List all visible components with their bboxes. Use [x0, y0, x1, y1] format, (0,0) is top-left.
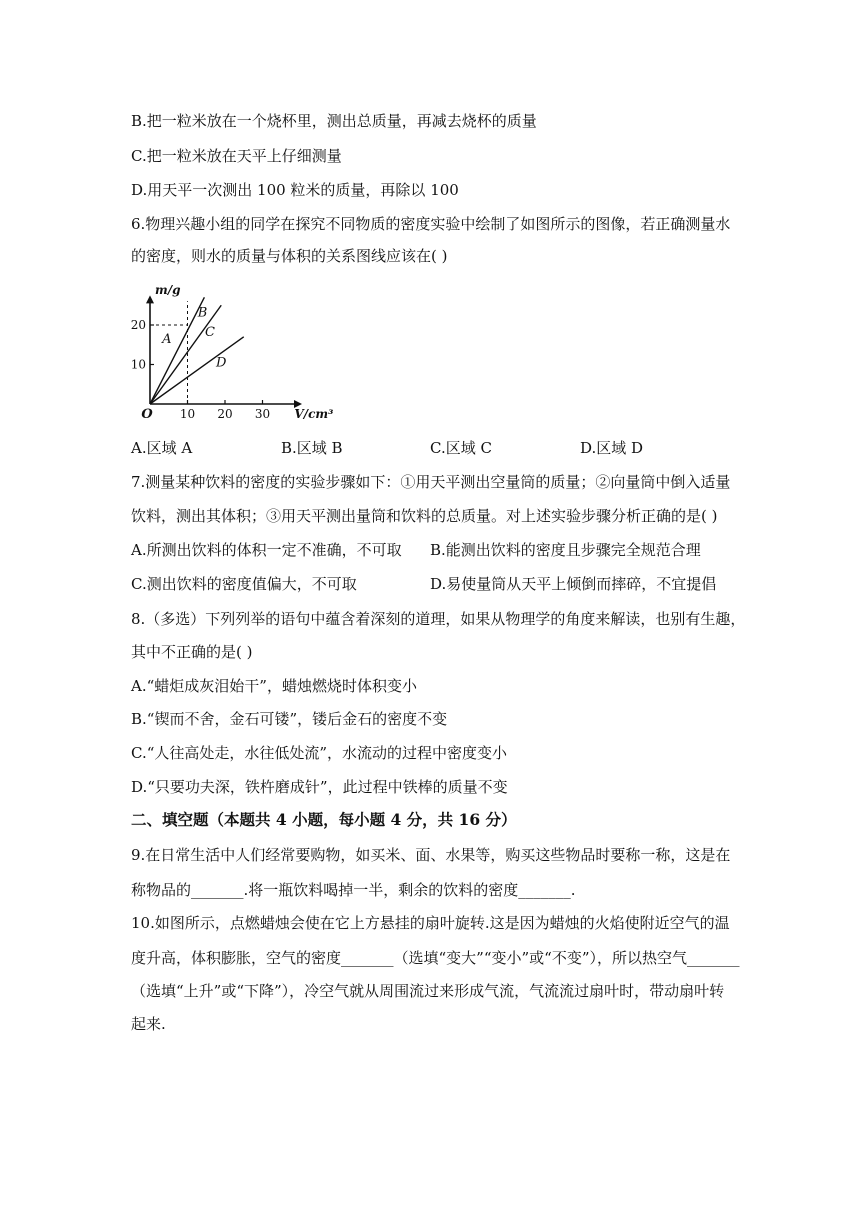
chart-line-1 — [150, 297, 204, 404]
x-tick-label: 20 — [217, 407, 233, 421]
q8-stem-line1: 8.（多选）下列列举的语句中蕴含着深刻的道理，如果从物理学的角度来解读，也别有生趣， — [131, 610, 746, 628]
q6-option-d: D.区域 D — [580, 439, 644, 457]
q9-stem-line2: 称物品的_______.将一瓶饮料喝掉一半，剩余的饮料的密度_______. — [131, 881, 576, 899]
q5-option-b: B.把一粒米放在一个烧杯里，测出总质量，再减去烧杯的质量 — [131, 112, 537, 130]
q10-stem-line1: 10.如图所示，点燃蜡烛会使在它上方悬挂的扇叶旋转.这是因为蜡烛的火焰使附近空气的温 — [131, 914, 730, 932]
q6-stem-line2: 的密度，则水的质量与体积的关系图线应该在( ) — [131, 247, 448, 265]
region-label: C — [205, 325, 215, 341]
q6-option-a: A.区域 A — [131, 439, 193, 457]
chart-line-3 — [150, 337, 244, 404]
q10-stem-line4: 起来. — [131, 1015, 166, 1033]
y-tick-label: 10 — [130, 357, 146, 372]
y-axis-label: m/g — [155, 283, 181, 297]
q8-option-c: C.“人往高处走，水往低处流”，水流动的过程中密度变小 — [131, 744, 508, 762]
q7-option-c: C.测出饮料的密度值偏大，不可取 — [131, 575, 357, 593]
region-label: B — [197, 305, 208, 321]
x-axis-label: V/cm³ — [294, 407, 334, 421]
y-tick-label: 20 — [130, 318, 146, 332]
origin-label: O — [141, 407, 153, 422]
q10-stem-line3: （选填“上升”或“下降”），冷空气就从周围流过来形成气流，气流流过扇叶时，带动扇叶转 — [131, 982, 725, 1000]
mass-volume-chart — [118, 278, 348, 428]
region-label: A — [162, 331, 172, 347]
chart-line-2 — [150, 305, 221, 404]
q7-stem-line1: 7.测量某种饮料的密度的实验步骤如下：①用天平测出空量筒的质量；②向量筒中倒入适量 — [131, 473, 731, 491]
q6-option-c: C.区域 C — [430, 439, 492, 457]
q5-option-d: D.用天平一次测出 100 粒米的质量，再除以 100 — [131, 181, 459, 199]
region-label: D — [216, 355, 227, 371]
q6-stem-line1: 6.物理兴趣小组的同学在探究不同物质的密度实验中绘制了如图所示的图像，若正确测量水 — [131, 215, 731, 233]
q7-option-b: B.能测出饮料的密度且步骤完全规范合理 — [430, 541, 701, 559]
x-tick-label: 10 — [179, 407, 196, 421]
x-tick-label: 30 — [254, 407, 271, 421]
q7-option-d: D.易使量筒从天平上倾倒而摔碎，不宜提倡 — [430, 575, 717, 593]
q10-stem-line2: 度升高，体积膨胀，空气的密度_______（选填“变大”“变小”或“不变”），所以热空气_______ — [131, 949, 740, 967]
q8-option-a: A.“蜡炬成灰泪始干”，蜡烛燃烧时体积变小 — [131, 677, 417, 695]
q8-stem-line2: 其中不正确的是( ) — [131, 643, 253, 661]
section-title-fill-in: 二、填空题（本题共 4 小题，每小题 4 分，共 16 分） — [131, 810, 517, 829]
q5-option-c: C.把一粒米放在天平上仔细测量 — [131, 147, 342, 165]
q7-stem-line2: 饮料，测出其体积；③用天平测出量筒和饮料的总质量。对上述实验步骤分析正确的是( ) — [131, 507, 718, 525]
q7-option-a: A.所测出饮料的体积一定不准确，不可取 — [131, 541, 402, 559]
q8-option-d: D.“只要功夫深，铁杵磨成针”，此过程中铁棒的质量不变 — [131, 778, 508, 796]
q8-option-b: B.“锲而不舍，金石可镂”，镂后金石的密度不变 — [131, 710, 448, 728]
q9-stem-line1: 9.在日常生活中人们经常要购物，如买米、面、水果等，购买这些物品时要称一称，这是在 — [131, 846, 731, 864]
q6-option-b: B.区域 B — [281, 439, 343, 457]
